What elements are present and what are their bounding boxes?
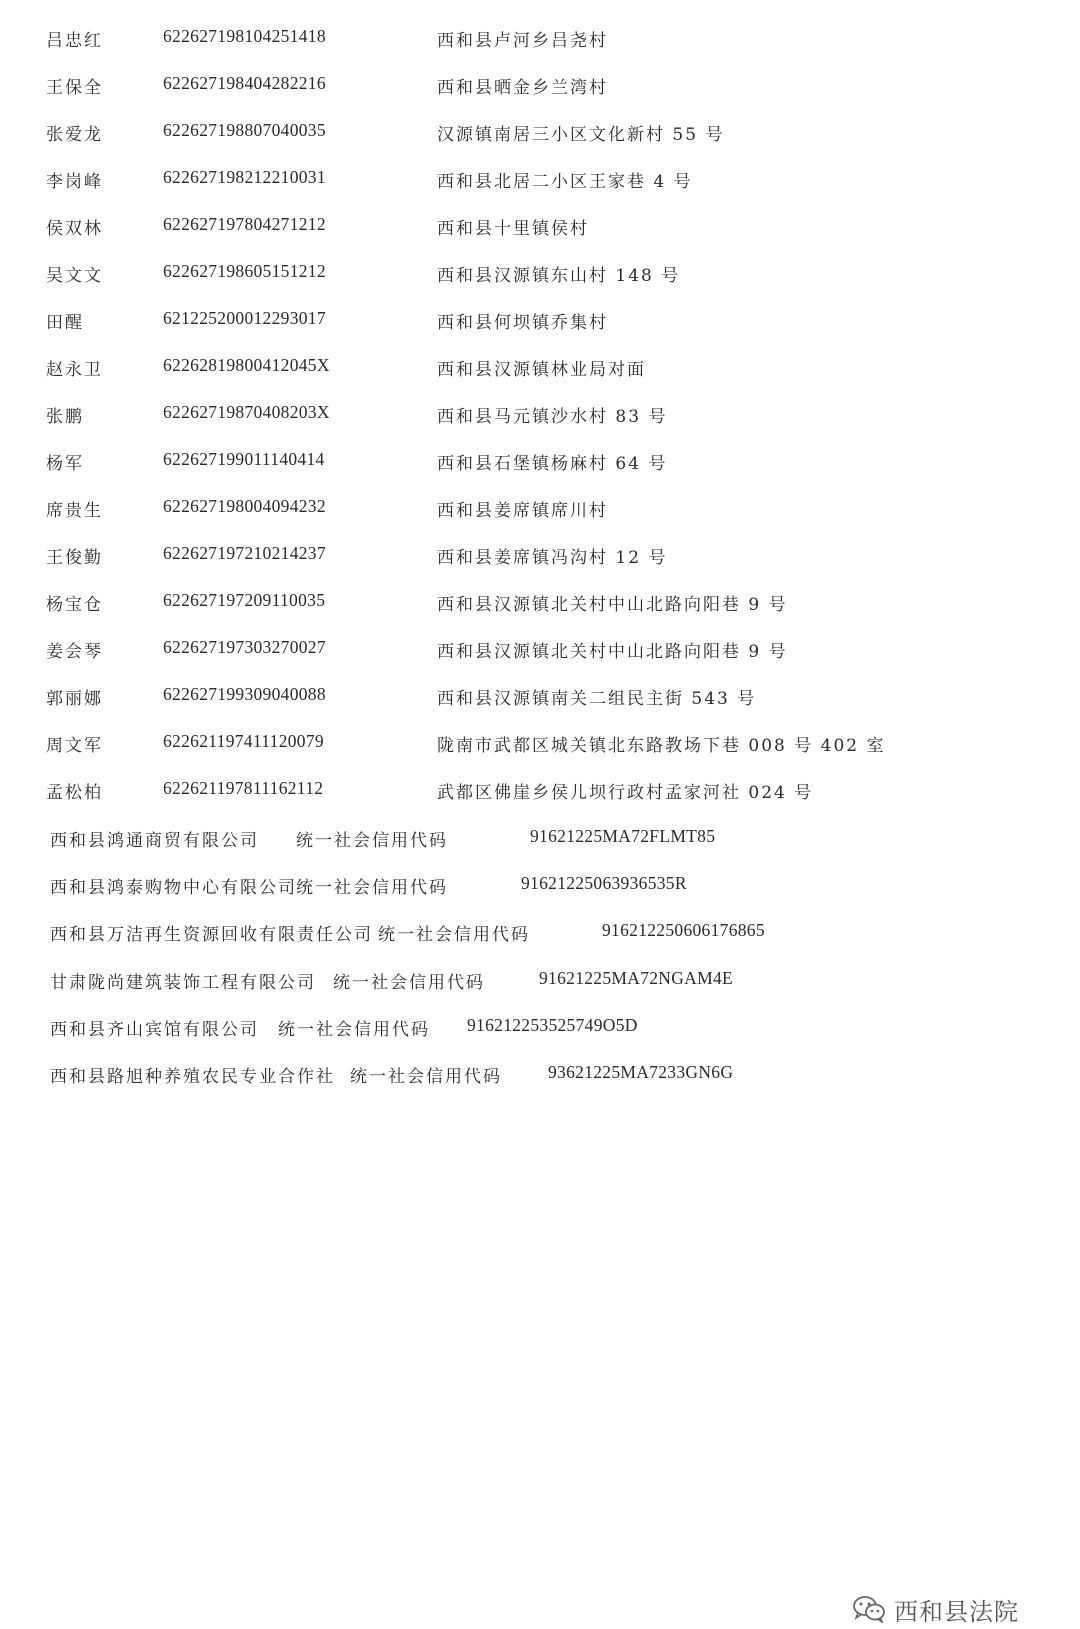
person-address: 西和县汉源镇北关村中山北路向阳巷 9 号 (437, 642, 788, 662)
person-id: 62262719870408203X (163, 402, 330, 422)
company-name: 西和县路旭种养殖农民专业合作社 (50, 1067, 335, 1087)
person-address: 西和县十里镇侯村 (437, 219, 589, 239)
person-id: 622627197209110035 (163, 590, 326, 610)
person-id: 622627198004094232 (163, 496, 326, 516)
company-row (0, 1015, 1080, 1045)
person-name: 田醒 (46, 313, 84, 333)
person-address: 西和县卢河乡吕尧村 (437, 31, 608, 51)
person-name: 赵永卫 (46, 360, 103, 380)
person-id: 622627198404282216 (163, 73, 326, 93)
watermark (852, 1592, 1019, 1626)
credit-code: 93621225MA7233GN6G (548, 1062, 734, 1082)
company-row (0, 968, 1080, 998)
person-address: 西和县汉源镇东山村 148 号 (437, 266, 681, 286)
person-name: 李岗峰 (46, 172, 103, 192)
person-row (0, 637, 1080, 667)
person-row (0, 26, 1080, 56)
person-id: 622627197210214237 (163, 543, 326, 563)
person-name: 吴文文 (46, 266, 103, 286)
company-name: 西和县齐山宾馆有限公司 (50, 1020, 259, 1040)
credit-code: 91621225063936535R (521, 873, 687, 893)
credit-code-label: 统一社会信用代码 (378, 925, 530, 945)
credit-code: 916212253525749O5D (467, 1015, 638, 1035)
person-row (0, 496, 1080, 526)
person-name: 侯双林 (46, 219, 103, 239)
credit-code-label: 统一社会信用代码 (296, 878, 448, 898)
company-row (0, 920, 1080, 950)
person-row (0, 543, 1080, 573)
person-address: 陇南市武都区城关镇北东路教场下巷 008 号 402 室 (437, 736, 886, 756)
person-row (0, 684, 1080, 714)
person-address: 西和县晒金乡兰湾村 (437, 78, 608, 98)
person-name: 郭丽娜 (46, 689, 103, 709)
person-id: 622627198807040035 (163, 120, 326, 140)
person-row (0, 402, 1080, 432)
credit-code: 91621225MA72NGAM4E (539, 968, 734, 988)
company-name: 西和县鸿泰购物中心有限公司 (50, 878, 297, 898)
credit-code: 916212250606176865 (602, 920, 765, 940)
person-name: 杨军 (46, 454, 84, 474)
company-name: 西和县鸿通商贸有限公司 (50, 831, 259, 851)
person-name: 王俊勤 (46, 548, 103, 568)
person-address: 西和县何坝镇乔集村 (437, 313, 608, 333)
person-id: 622627198212210031 (163, 167, 326, 187)
person-row (0, 355, 1080, 385)
person-name: 张鹏 (46, 407, 84, 427)
person-row (0, 590, 1080, 620)
person-id: 622627197303270027 (163, 637, 326, 657)
person-id: 621225200012293017 (163, 308, 326, 328)
person-id: 622621197811162112 (163, 778, 324, 798)
company-name: 甘肃陇尚建筑装饰工程有限公司 (50, 973, 316, 993)
watermark-text: 西和县法院 (894, 1597, 1019, 1626)
person-row (0, 120, 1080, 150)
person-id: 622627198104251418 (163, 26, 326, 46)
person-name: 张爱龙 (46, 125, 103, 145)
person-address: 西和县汉源镇北关村中山北路向阳巷 9 号 (437, 595, 788, 615)
credit-code-label: 统一社会信用代码 (296, 831, 448, 851)
person-name: 吕忠红 (46, 31, 103, 51)
person-name: 周文军 (46, 736, 103, 756)
person-row (0, 261, 1080, 291)
person-id: 622627199309040088 (163, 684, 326, 704)
person-row (0, 73, 1080, 103)
person-id: 62262819800412045X (163, 355, 330, 375)
person-address: 西和县姜席镇冯沟村 12 号 (437, 548, 668, 568)
person-name: 席贵生 (46, 501, 103, 521)
company-row (0, 826, 1080, 856)
person-name: 孟松柏 (46, 783, 103, 803)
person-name: 杨宝仓 (46, 595, 103, 615)
person-id: 622627198605151212 (163, 261, 326, 281)
person-row (0, 214, 1080, 244)
credit-code-label: 统一社会信用代码 (350, 1067, 502, 1087)
person-address: 西和县石堡镇杨麻村 64 号 (437, 454, 668, 474)
person-address: 西和县马元镇沙水村 83 号 (437, 407, 668, 427)
person-name: 王保全 (46, 78, 103, 98)
person-row (0, 449, 1080, 479)
person-id: 622627197804271212 (163, 214, 326, 234)
credit-code-label: 统一社会信用代码 (333, 973, 485, 993)
company-name: 西和县万洁再生资源回收有限责任公司 (50, 925, 373, 945)
person-row (0, 731, 1080, 761)
person-address: 西和县汉源镇林业局对面 (437, 360, 646, 380)
wechat-icon (852, 1595, 886, 1623)
person-row (0, 778, 1080, 808)
person-address: 西和县北居二小区王家巷 4 号 (437, 172, 693, 192)
person-id: 622627199011140414 (163, 449, 325, 469)
person-address: 汉源镇南居三小区文化新村 55 号 (437, 125, 725, 145)
person-address: 武都区佛崖乡侯儿坝行政村孟家河社 024 号 (437, 783, 814, 803)
company-row (0, 873, 1080, 903)
person-address: 西和县汉源镇南关二组民主街 543 号 (437, 689, 757, 709)
person-address: 西和县姜席镇席川村 (437, 501, 608, 521)
person-name: 姜会琴 (46, 642, 103, 662)
person-row (0, 167, 1080, 197)
person-row (0, 308, 1080, 338)
person-id: 622621197411120079 (163, 731, 324, 751)
credit-code-label: 统一社会信用代码 (278, 1020, 430, 1040)
credit-code: 91621225MA72FLMT85 (530, 826, 716, 846)
company-row (0, 1062, 1080, 1092)
